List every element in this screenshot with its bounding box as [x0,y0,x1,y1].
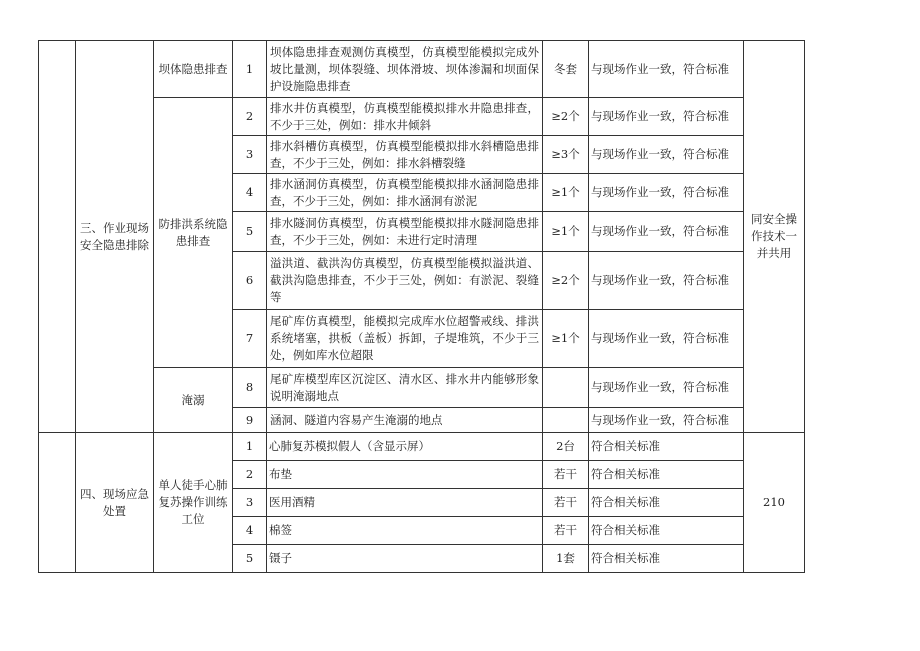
item-description: 坝体隐患排查观测仿真模型，仿真模型能模拟完成外坡比量测，坝体裂缝、坝体滑坡、坝体渗漏和坝面保护设施隐患排查 [267,41,543,98]
item-description: 心肺复苏模拟假人（含显示屏） [267,433,543,461]
item-standard: 符合相关标准 [589,545,744,573]
group-label: 防排洪系统隐患排查 [154,98,233,368]
item-quantity: 若干 [543,517,589,545]
item-standard: 与现场作业一致，符合标准 [589,252,744,310]
item-quantity: ≥3个 [543,136,589,174]
item-quantity [543,368,589,408]
table-row [39,368,805,408]
item-description: 排水斜槽仿真模型，仿真模型能模拟排水斜槽隐患排查，不少于三处，例如：排水斜槽裂缝 [267,136,543,174]
row-number: 2 [233,461,267,489]
item-standard: 与现场作业一致，符合标准 [589,136,744,174]
shared-note: 同安全操作技术一并共用 [744,41,805,433]
item-quantity: 冬套 [543,41,589,98]
item-quantity: ≥2个 [543,252,589,310]
group-label: 单人徒手心肺复苏操作训练工位 [154,433,233,573]
item-standard: 符合相关标准 [589,489,744,517]
row-number: 1 [233,433,267,461]
row-number: 7 [233,310,267,368]
item-quantity: ≥1个 [543,174,589,212]
blank-cell [39,41,76,433]
row-number: 5 [233,212,267,252]
item-description: 镊子 [267,545,543,573]
row-number: 8 [233,368,267,408]
row-number: 5 [233,545,267,573]
table-row [39,98,805,136]
item-quantity: 若干 [543,461,589,489]
table-row [39,433,805,461]
item-standard: 符合相关标准 [589,517,744,545]
item-description: 排水隧洞仿真模型，仿真模型能模拟排水隧洞隐患排查，不少于三处，例如：未进行定时清理 [267,212,543,252]
item-quantity: 1套 [543,545,589,573]
group-label: 淹溺 [154,368,233,433]
item-description: 尾矿库仿真模型，能模拟完成库水位超警戒线、排洪系统堵塞，拱板（盖板）拆卸，子堤堆筑，不少于三处，例如库水位超限 [267,310,543,368]
item-quantity: 若干 [543,489,589,517]
table-row [39,41,805,98]
item-quantity: 2台 [543,433,589,461]
item-description: 尾矿库模型库区沉淀区、清水区、排水井内能够形象说明淹溺地点 [267,368,543,408]
item-standard: 符合相关标准 [589,433,744,461]
item-description: 溢洪道、截洪沟仿真模型，仿真模型能模拟溢洪道、截洪沟隐患排查，不少于三处，例如：有淤泥、裂缝等 [267,252,543,310]
row-number: 1 [233,41,267,98]
blank-cell [39,433,76,573]
item-standard: 与现场作业一致，符合标准 [589,310,744,368]
item-description: 棉签 [267,517,543,545]
group-label: 坝体隐患排查 [154,41,233,98]
item-quantity: ≥1个 [543,310,589,368]
section-label: 四、现场应急处置 [76,433,154,573]
item-standard: 与现场作业一致，符合标准 [589,408,744,433]
row-number: 3 [233,489,267,517]
item-quantity: ≥2个 [543,98,589,136]
item-standard: 与现场作业一致，符合标准 [589,368,744,408]
row-number: 9 [233,408,267,433]
section-label: 三、作业现场安全隐患排除 [76,41,154,433]
item-description: 涵洞、隧道内容易产生淹溺的地点 [267,408,543,433]
item-standard: 符合相关标准 [589,461,744,489]
item-standard: 与现场作业一致，符合标准 [589,174,744,212]
item-quantity [543,408,589,433]
item-standard: 与现场作业一致，符合标准 [589,98,744,136]
item-description: 排水井仿真模型，仿真模型能模拟排水井隐患排查，不少于三处，例如：排水井倾斜 [267,98,543,136]
row-number: 6 [233,252,267,310]
row-number: 2 [233,98,267,136]
item-standard: 与现场作业一致，符合标准 [589,212,744,252]
item-description: 布垫 [267,461,543,489]
row-number: 4 [233,517,267,545]
item-description: 排水涵洞仿真模型，仿真模型能模拟排水涵洞隐患排查，不少于三处，例如：排水涵洞有淤泥 [267,174,543,212]
row-number: 3 [233,136,267,174]
item-description: 医用酒精 [267,489,543,517]
item-standard: 与现场作业一致，符合标准 [589,41,744,98]
row-number: 4 [233,174,267,212]
equipment-table [38,40,805,573]
total-cell: 210 [744,433,805,573]
item-quantity: ≥1个 [543,212,589,252]
